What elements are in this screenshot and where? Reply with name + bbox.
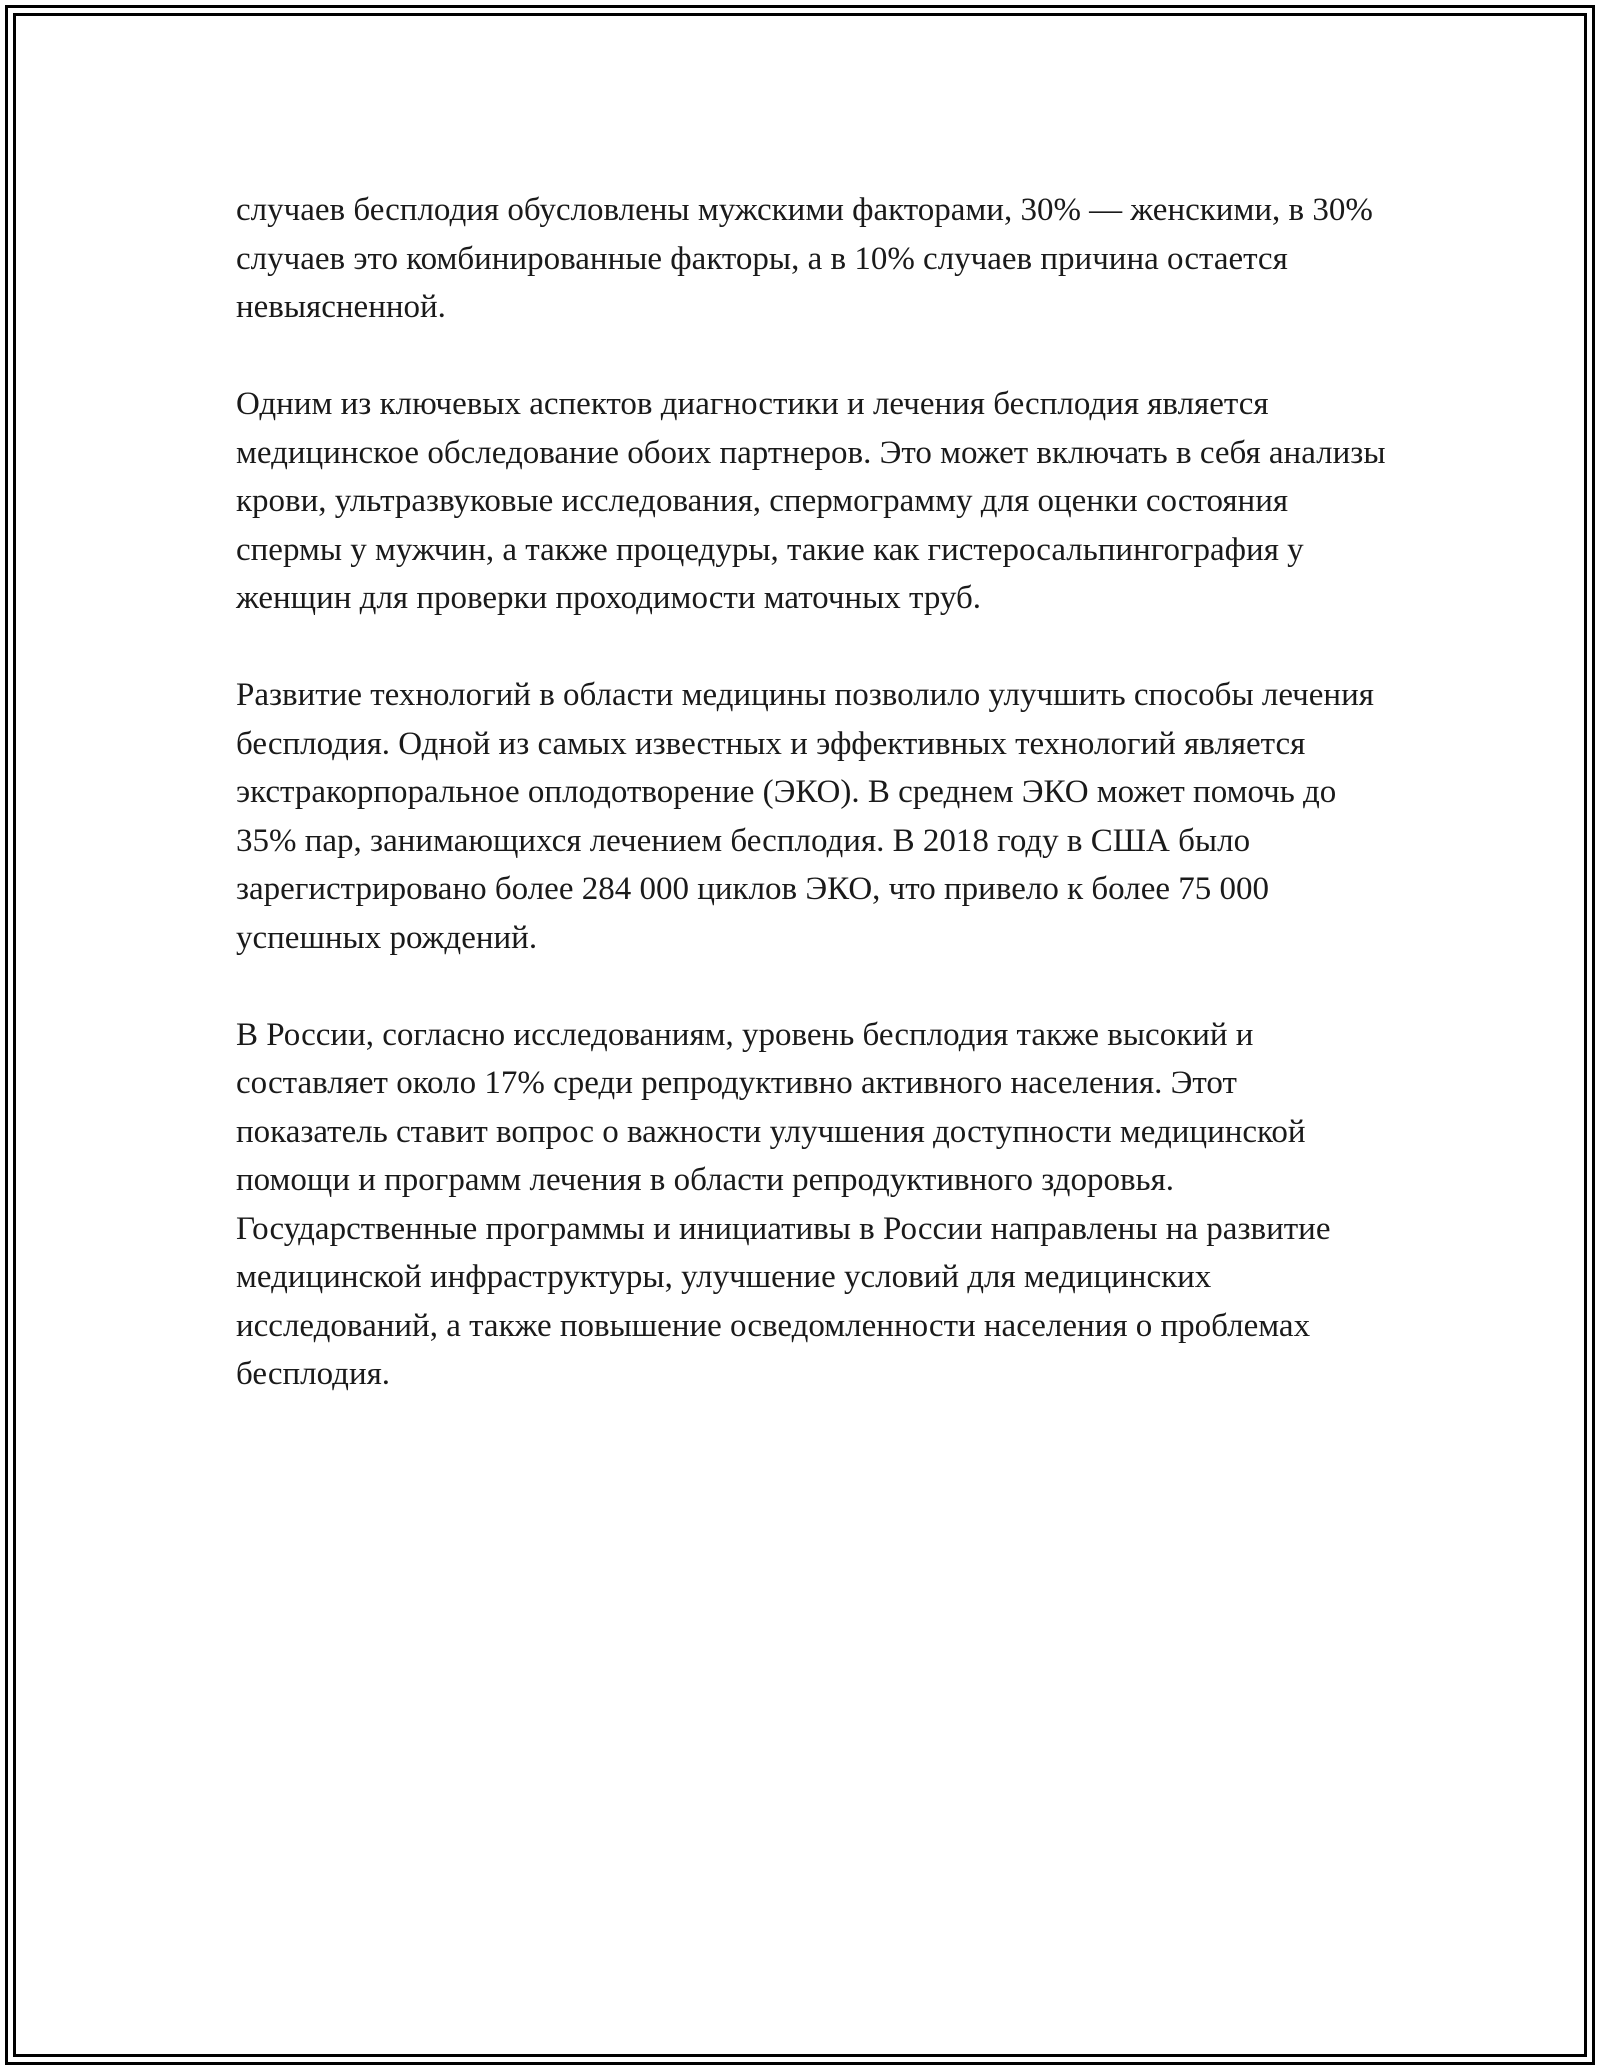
paragraph-4: В России, согласно исследованиям, уровень бесплодия также высокий и составляет около 17% среди репродуктивно активного населения. Этот показатель ставит вопрос о важности улучшения доступности медицинской помощи и программ лечения в области репродуктивного здоровья. Государственные программы и инициативы в России направлены на развитие медицинской инфраструктуры, улучшение условий для медицинских исследований, а также повышение осведомленности населения о проблемах бесплодия. xyxy=(236,1016,1331,1392)
paragraph-2: Одним из ключевых аспектов диагностики и лечения бесплодия является медицинское обследование обоих партнеров. Это может включать в себя анализы крови, ультразвуковые исследования, спермограмму для оценки состояния спермы у мужчин, а также процедуры, такие как гистеросальпингография у женщин для проверки проходимости маточных труб. xyxy=(236,386,1386,616)
paragraph-1: случаев бесплодия обусловлены мужскими факторами, 30% — женскими, в 30% случаев это комбинированные факторы, а в 10% случаев причина остается невыясненной. xyxy=(236,192,1373,325)
paragraph-3: Развитие технологий в области медицины позволило улучшить способы лечения бесплодия. Одной из самых известных и эффективных технологий является экстракорпоральное оплодотворение (ЭКО). В среднем ЭКО может помочь до 35% пар, занимающихся лечением бесплодия. В 2018 году в США было зарегистрировано более 284 000 циклов ЭКО, что привело к более 75 000 успешных рождений. xyxy=(236,677,1374,956)
document-body xyxy=(236,186,1396,1399)
